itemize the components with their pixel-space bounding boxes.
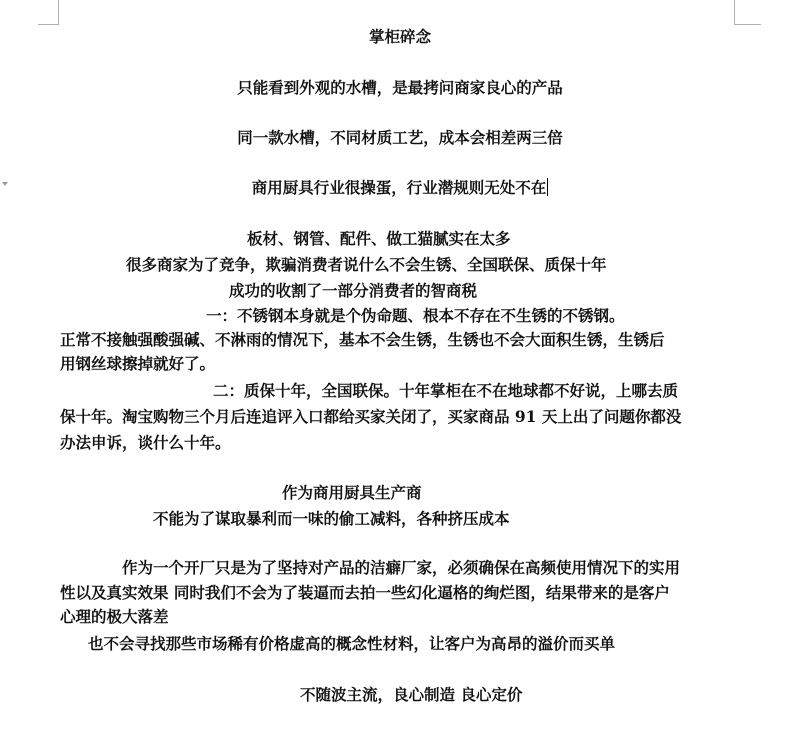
- point-2-line-2: 保十年。淘宝购物三个月后连追评入口都给买家关闭了，买家商品 91 天上出了问题你都没: [60, 407, 682, 426]
- commitment-line-3: 心理的极大落差: [60, 607, 169, 626]
- commitment-line-2: 性以及真实效果 同时我们不会为了装逼而去拍一些幻化逼格的绚烂图，结果带来的是客户: [60, 583, 670, 602]
- section-subtitle: 不能为了谋取暴利而一味的偷工减料，各种挤压成本: [153, 509, 510, 528]
- headline-2: 同一款水槽，不同材质工艺，成本会相差两三倍: [237, 128, 563, 147]
- intro-line-1: 板材、钢管、配件、做工猫腻实在太多: [247, 229, 511, 248]
- commitment-line-1: 作为一个开厂只是为了坚持对产品的洁癖厂家，必须确保在高频使用情况下的实用: [122, 558, 681, 577]
- headline-1: 只能看到外观的水槽，是最拷问商家良心的产品: [237, 78, 563, 97]
- crop-mark-top-left: [38, 0, 59, 25]
- crop-mark-top-right: [734, 0, 761, 25]
- slogan: 不随波主流，良心制造 良心定价: [300, 685, 523, 704]
- headline-3: 商用厨具行业很操蛋，行业潜规则无处不在: [251, 178, 547, 197]
- intro-line-2: 很多商家为了竞争，欺骗消费者说什么不会生锈、全国联保、质保十年: [126, 255, 607, 274]
- headline-3-line: [0, 177, 800, 199]
- point-1-line-2: 正常不接触强酸强碱、不淋雨的情况下，基本不会生锈，生锈也不会大面积生锈，生锈后: [60, 330, 665, 349]
- section-title: 作为商用厨具生产商: [282, 483, 422, 502]
- point-1-line-1: 一：不锈钢本身就是个伪命题、根本不存在不生锈的不锈钢。: [206, 306, 625, 325]
- point-1-line-3: 用钢丝球擦掉就好了。: [60, 354, 216, 373]
- no-gimmick-line: 也不会寻找那些市场稀有价格虚高的概念性材料，让客户为高昂的溢价而买单: [88, 634, 616, 653]
- point-2-line-3: 办法申诉，谈什么十年。: [60, 433, 231, 452]
- document-title: 掌柜碎念: [368, 27, 431, 46]
- intro-line-3: 成功的收割了一部分消费者的智商税: [229, 281, 478, 300]
- text-cursor: [547, 178, 548, 196]
- point-2-line-1: 二：质保十年，全国联保。十年掌柜在不在地球都不好说，上哪去质: [213, 381, 679, 400]
